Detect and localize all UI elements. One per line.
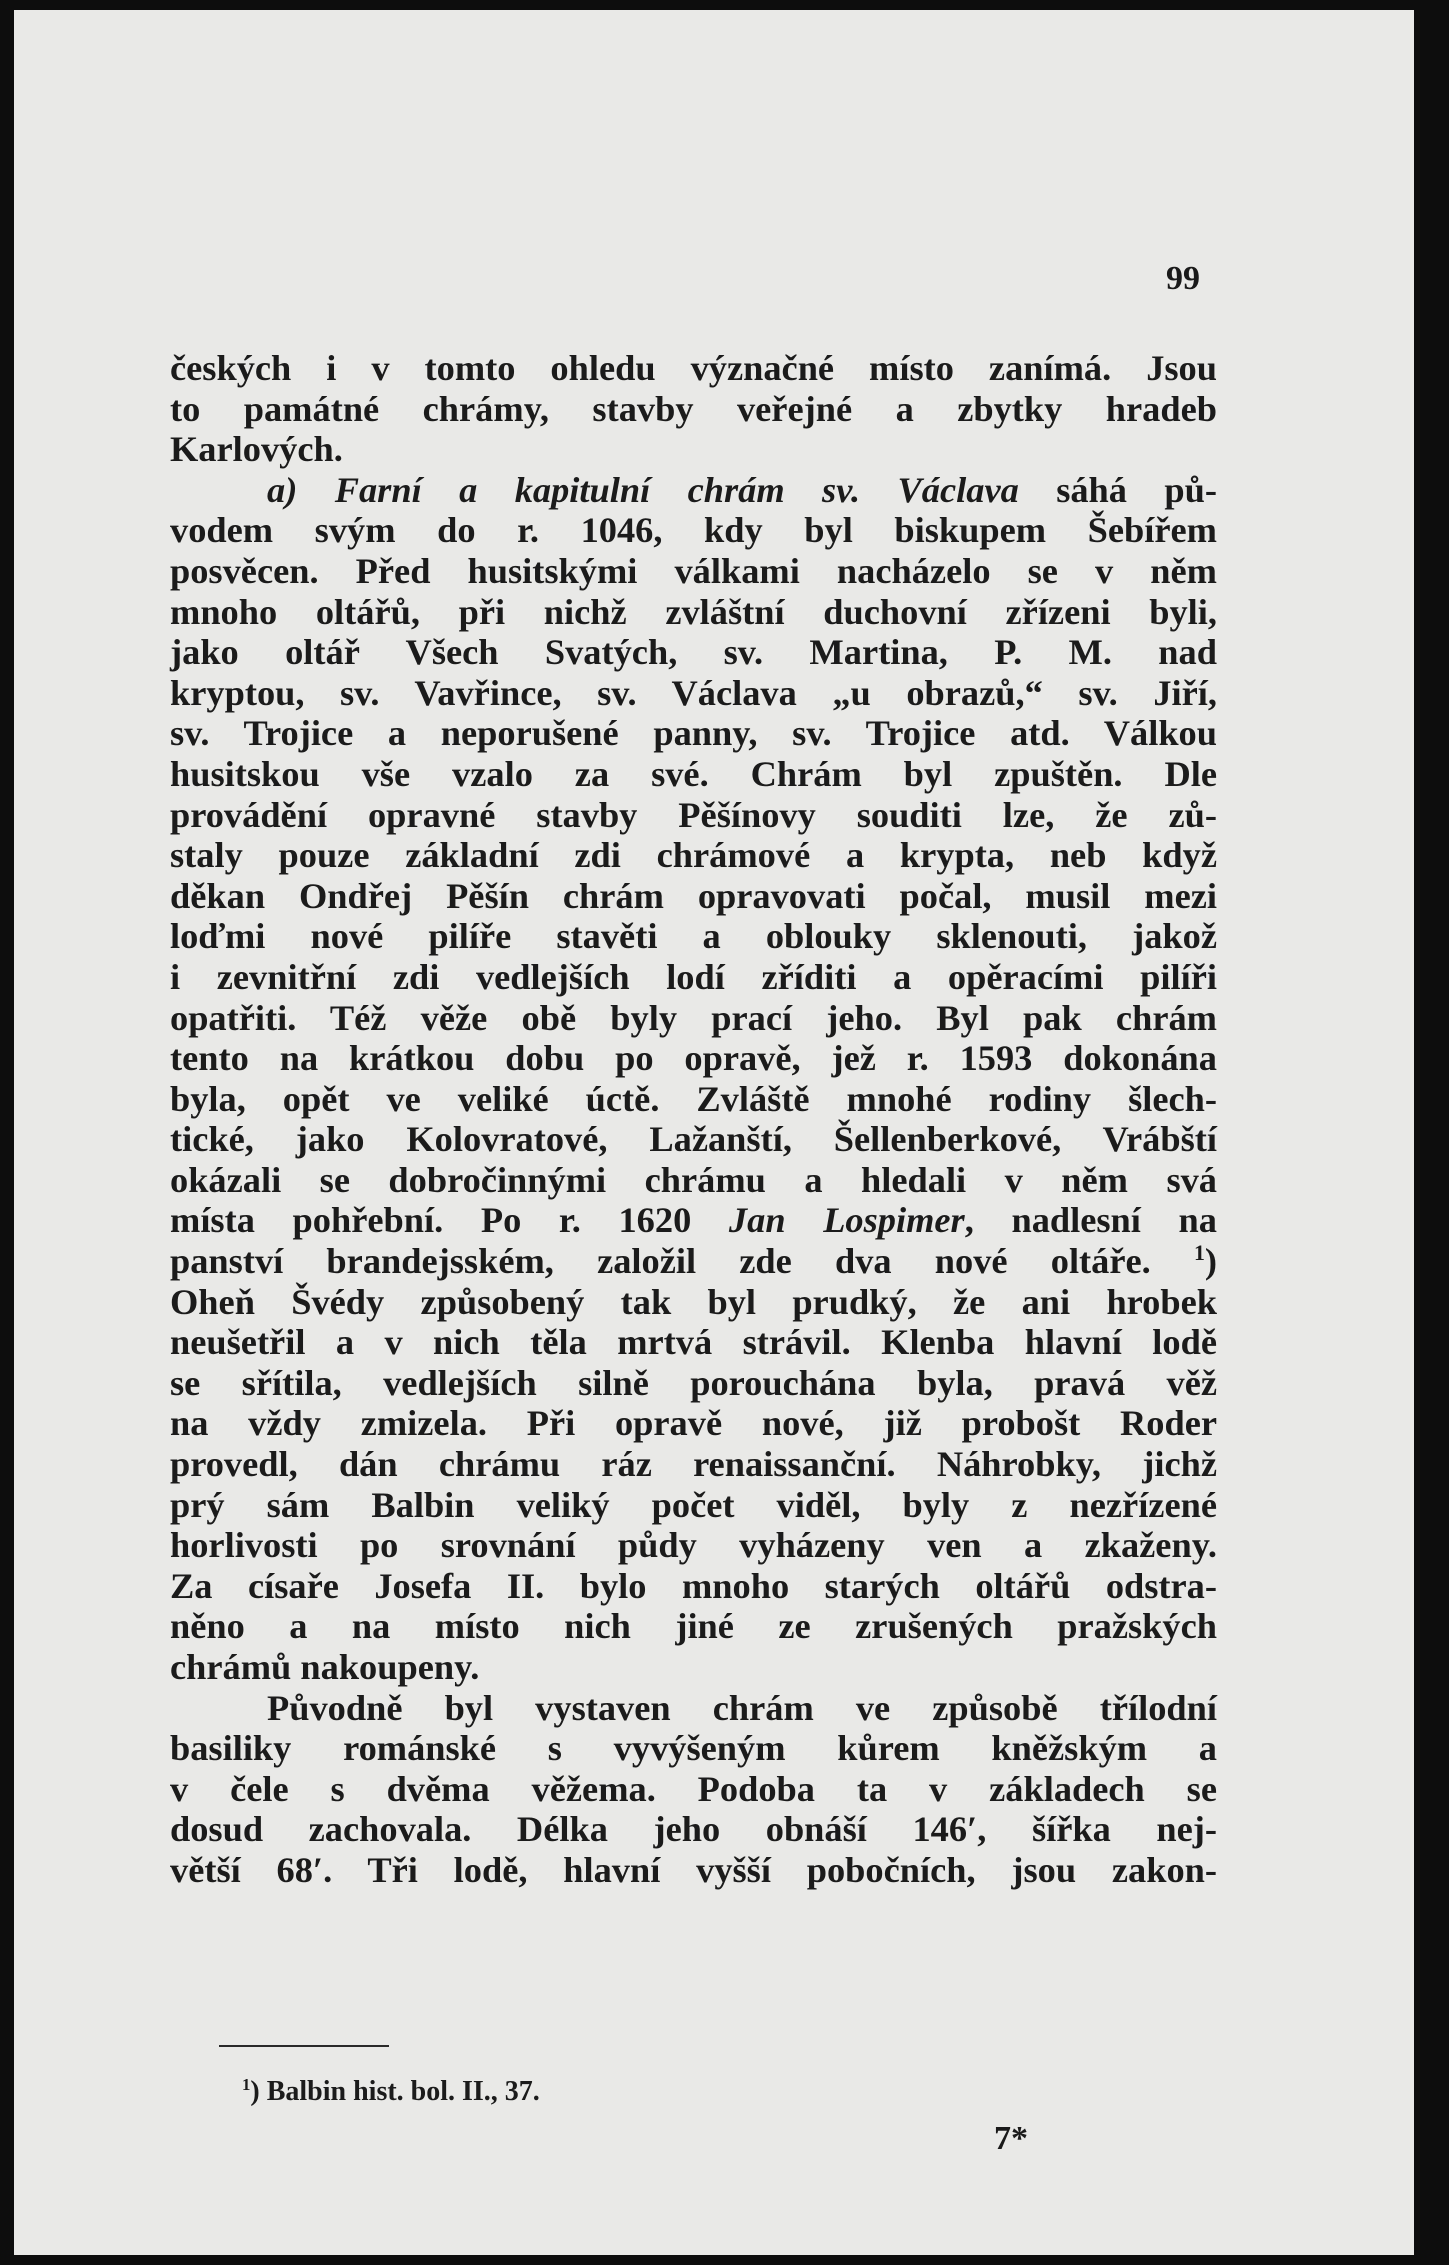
line-text: basiliky románské s vyvýšeným kůrem kněžským a [170,1728,1217,1769]
line-text: Oheň Švédy způsobený tak byl prudký, že ani hrobek [170,1281,1217,1322]
line-text: kryptou, sv. Vavřince, sv. Václava „u obrazů,“ sv. Jiří, [170,672,1217,713]
italic-text: Jan Lospimer [728,1200,965,1241]
text-line [170,1728,1217,1769]
line-text: Karlových. [170,429,343,470]
italic-text: a) Farní a kapitulní chrám sv. Václava [267,469,1019,510]
text-line [170,1403,1217,1444]
text-line [170,592,1217,633]
line-text: posvěcen. Před husitskými válkami nacházelo se v něm [170,550,1217,591]
text-line [170,1363,1217,1404]
text-line [170,389,1217,430]
text-line [170,998,1217,1039]
text-line [170,916,1217,957]
line-text: chrámů nakoupeny. [170,1647,480,1687]
text-line [170,1688,1217,1729]
line-text: ) [1204,1241,1217,1282]
line-text: , nadlesní na [964,1200,1217,1241]
footnote-text: ) Balbin hist. bol. II., 37. [250,2076,540,2107]
page-number: 99 [1166,260,1200,297]
line-text: loďmi nové pilíře stavěti a oblouky sklenouti, jakož [170,916,1217,957]
text-line [170,1525,1217,1566]
text-line [170,1485,1217,1526]
line-text: se sřítila, vedlejších silně porouchána byla, pravá věž [170,1362,1217,1403]
text-line [170,1566,1217,1607]
text-line [170,876,1217,917]
text-line [170,1850,1217,1891]
line-text: v čele s dvěma věžema. Podoba ta v základech se [170,1768,1217,1809]
footnote [242,2076,540,2108]
footnote-rule [219,2045,389,2047]
text-line [170,957,1217,998]
line-text: to památné chrámy, stavby veřejné a zbytky hradeb [170,388,1217,429]
line-text: panství brandejsském, založil zde dva nové oltáře. [170,1241,1194,1282]
text-line [170,1241,1217,1282]
text-line [170,1769,1217,1810]
text-line [170,470,1217,511]
line-text: větší 68′. Tři lodě, hlavní vyšší pobočních, jsou zakon- [170,1849,1217,1890]
line-text: na vždy zmizela. Při opravě nové, již probošt Roder [170,1403,1217,1444]
text-line [170,1444,1217,1485]
text-line [170,1606,1217,1647]
text-line [170,429,1217,470]
line-text: děkan Ondřej Pěšín chrám opravovati počal, musil mezi [170,875,1217,916]
line-text: něno a na místo nich jiné ze zrušených pražských [170,1606,1217,1647]
line-text: provádění opravné stavby Pěšínovy souditi lze, že zů- [170,794,1217,835]
text-line [170,673,1217,714]
text-line [170,1322,1217,1363]
text-line [170,795,1217,836]
line-text: Původně byl vystaven chrám ve způsobě třílodní [267,1687,1217,1728]
line-text: Za císaře Josefa II. bylo mnoho starých oltářů odstra- [170,1565,1217,1606]
text-line [170,1200,1217,1241]
line-text: provedl, dán chrámu ráz renaissanční. Náhrobky, jichž [170,1444,1217,1485]
line-text: opatřiti. Též věže obě byly prací jeho. Byl pak chrám [170,997,1217,1038]
body-text [170,348,1217,1891]
line-text: neušetřil a v nich těla mrtvá strávil. Klenba hlavní lodě [170,1322,1217,1363]
text-line [170,348,1217,389]
line-text: i zevnitřní zdi vedlejších lodí zříditi a opěracími pilíři [170,956,1217,997]
line-text: okázali se dobročinnými chrámu a hledali v něm svá [170,1159,1217,1200]
book-page [14,10,1414,2255]
line-text: tento na krátkou dobu po opravě, jež r. 1593 dokonána [170,1038,1217,1079]
text-line [170,1160,1217,1201]
line-text: dosud zachovala. Délka jeho obnáší 146′, šířka nej- [170,1809,1217,1850]
line-text: husitskou vše vzalo za své. Chrám byl zpuštěn. Dle [170,753,1217,794]
text-line [170,510,1217,551]
line-text: sv. Trojice a neporušené panny, sv. Trojice atd. Válkou [170,713,1217,754]
footnote-marker: 1 [242,2074,251,2094]
footnote-ref: 1 [1193,1240,1205,1265]
text-line [170,835,1217,876]
line-text: místa pohřební. Po r. 1620 [170,1200,729,1241]
line-text: jako oltář Všech Svatých, sv. Martina, P. M. nad [170,632,1217,673]
line-text: vodem svým do r. 1046, kdy byl biskupem Šebířem [170,510,1217,551]
text-line [170,1282,1217,1323]
line-text: českých i v tomto ohledu význačné místo zanímá. Jsou [170,348,1217,388]
text-line [170,632,1217,673]
line-text: sáhá pů- [1018,469,1217,510]
text-line [170,1809,1217,1850]
text-line [170,1119,1217,1160]
text-line [170,754,1217,795]
line-text: tické, jako Kolovratové, Lažanští, Šellenberkové, Vrábští [170,1119,1217,1160]
line-text: prý sám Balbin veliký počet viděl, byly z nezřízené [170,1484,1217,1525]
line-text: mnoho oltářů, při nichž zvláštní duchovní zřízeni byli, [170,591,1217,632]
line-text: byla, opět ve veliké úctě. Zvláště mnohé rodiny šlech- [170,1078,1217,1119]
line-text: staly pouze základní zdi chrámové a krypta, neb když [170,835,1217,876]
text-line [170,1079,1217,1120]
printer-signature: 7* [994,2120,1028,2157]
text-line [170,1647,1217,1688]
text-line [170,551,1217,592]
text-line [170,1038,1217,1079]
line-text: horlivosti po srovnání půdy vyházeny ven a zkaženy. [170,1525,1217,1566]
text-line [170,713,1217,754]
